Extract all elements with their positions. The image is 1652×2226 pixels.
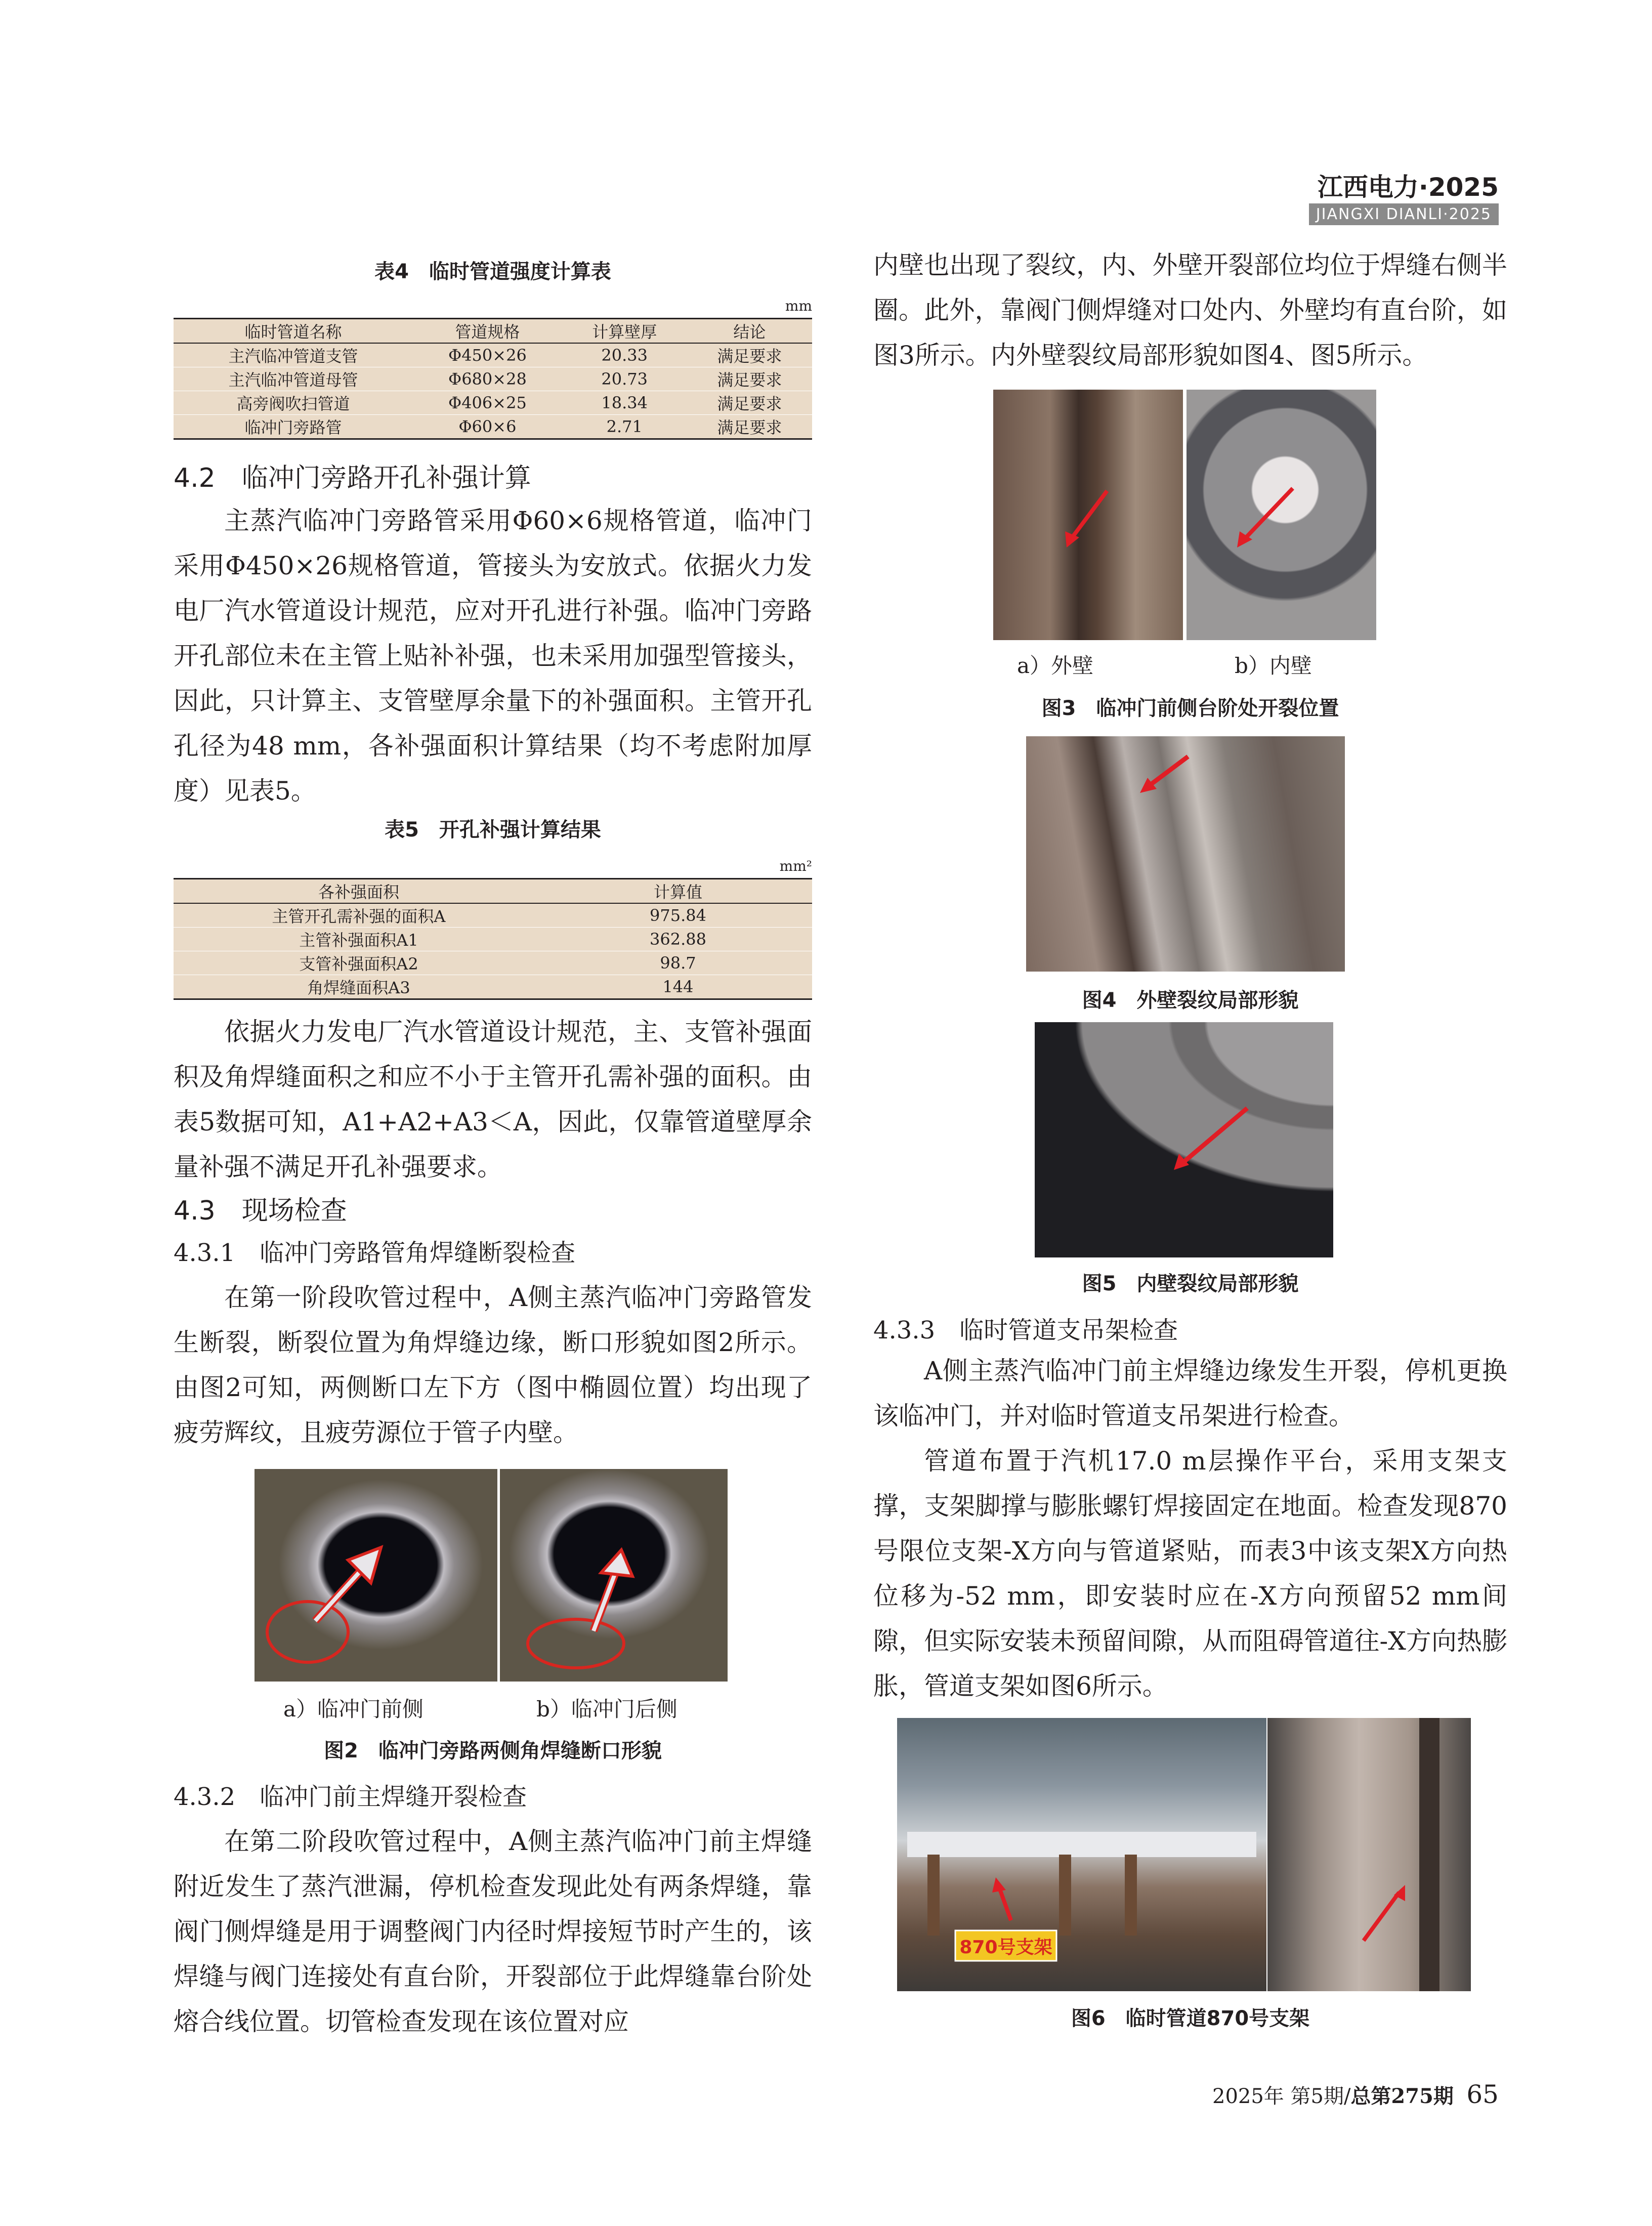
table-cell: 主管开孔需补强的面积A: [174, 903, 544, 928]
paragraph-4-2: 主蒸汽临冲门旁路管采用Φ60×6规格管道，临冲门采用Φ450×26规格管道，管接头为安放式。依据火力发电厂汽水管道设计规范，应对开孔进行补强。临冲门旁路开孔部位未在主管上贴补补强，也未采用加强型管接头，因此，只计算主、支管壁厚余量下的补强面积。主管开孔孔径为48 mm，各补强面积计算结果（均不考虑附加厚度）见表5。: [174, 506, 812, 806]
table-cell: 362.88: [544, 928, 812, 951]
table-row: [174, 391, 812, 415]
section-heading-4-3-2: 4.3.2 临冲门前主焊缝开裂检查: [174, 1783, 527, 1811]
table-row: [174, 975, 812, 999]
fig5-caption: 图5 内壁裂纹局部形貌: [1082, 1272, 1299, 1295]
table-cell: 18.34: [562, 391, 687, 415]
table-row: [174, 903, 812, 928]
table5: [174, 878, 812, 1000]
fig6-support-label: 870号支架: [959, 1937, 1052, 1958]
section-heading-4-3-1: 4.3.1 临冲门旁路管角焊缝断裂检查: [174, 1239, 576, 1267]
table-cell: 主汽临冲管道母管: [174, 367, 413, 391]
fig4-caption: 图4 外壁裂纹局部形貌: [1082, 989, 1299, 1012]
paragraph-4-3-2: 在第二阶段吹管过程中，A侧主蒸汽临冲门前主焊缝附近发生了蒸汽泄漏，停机检查发现此处有两条焊缝，靠阀门侧焊缝是用于调整阀门内径时焊接短节时产生的，该焊缝与阀门连接处有直台阶，开裂部位于此焊缝靠台阶处熔合线位置。切管检查发现在该位置对应: [174, 1827, 812, 2036]
table-cell: 高旁阀吹扫管道: [174, 391, 413, 415]
fig2b-photo: [500, 1469, 728, 1682]
section-heading-4-3: 4.3 现场检查: [174, 1196, 347, 1226]
table4: [174, 318, 812, 440]
table4-caption: 表4 临时管道强度计算表: [374, 260, 611, 283]
table-cell: 主管补强面积A1: [174, 928, 544, 951]
fig3b-photo: [1187, 390, 1376, 640]
fig3b-subcaption: b）内壁: [1235, 653, 1312, 678]
fig6b-photo: [1267, 1718, 1471, 1991]
section-heading-4-2: 4.2 临冲门旁路开孔补强计算: [174, 463, 531, 493]
footer-total-issue: 总第275期: [1350, 2084, 1454, 2108]
table-cell: 满足要求: [687, 367, 812, 391]
fig2b-subcaption: b）临冲门后侧: [536, 1697, 677, 1721]
journal-subtitle: JIANGXI DIANLI·2025: [1309, 203, 1499, 225]
paragraph-4-3-2-continued: 内壁也出现了裂纹，内、外壁开裂部位均位于焊缝右侧半圈。此外，靠阀门侧焊缝对口处内、外壁均有直台阶，如图3所示。内外壁裂纹局部形貌如图4、图5所示。: [873, 250, 1507, 370]
table-header-cell: 管道规格: [413, 319, 562, 344]
table-cell: 临冲门旁路管: [174, 415, 413, 439]
table-header-row: [174, 879, 812, 904]
table-cell: Φ680×28: [413, 367, 562, 391]
table5-unit: mm²: [779, 858, 812, 874]
footer-issue: 2025年 第5期/: [1212, 2085, 1351, 2108]
page-footer: [1212, 2080, 1499, 2109]
table-cell: Φ450×26: [413, 343, 562, 367]
table-cell: 主汽临冲管道支管: [174, 343, 413, 367]
table-cell: 满足要求: [687, 415, 812, 439]
table-cell: 20.73: [562, 367, 687, 391]
page-number: 65: [1466, 2080, 1499, 2109]
table-cell: 角焊缝面积A3: [174, 975, 544, 999]
table-cell: 144: [544, 975, 812, 999]
table-cell: 满足要求: [687, 391, 812, 415]
fig4-photo: [1026, 736, 1345, 972]
table-cell: Φ60×6: [413, 415, 562, 439]
table-cell: 98.7: [544, 951, 812, 975]
table-cell: 支管补强面积A2: [174, 951, 544, 975]
table-header-cell: 计算壁厚: [562, 319, 687, 344]
fig3a-photo: [993, 390, 1183, 640]
paragraph-4-3-3-b: 管道布置于汽机17.0 m层操作平台，采用支架支撑，支架脚撑与膨胀螺钉焊接固定在地面。检查发现870号限位支架-X方向与管道紧贴，而表3中该支架X方向热位移为-52 mm，即安装时应在-X方向预留52 mm间隙，但实际安装未预留间隙，从而阻碍管道往-X方向热膨胀，管道支架如图6所示。: [873, 1446, 1507, 1701]
table-row: [174, 367, 812, 391]
table-header-cell: 临时管道名称: [174, 319, 413, 344]
fig5-photo: [1035, 1022, 1333, 1257]
fig3a-subcaption: a）外壁: [1017, 653, 1094, 678]
fig2-caption: 图2 临冲门旁路两侧角焊缝断口形貌: [324, 1739, 662, 1762]
table4-unit: mm: [785, 298, 812, 314]
table-cell: 20.33: [562, 343, 687, 367]
fig2a-photo: [255, 1469, 497, 1682]
table-row: [174, 951, 812, 975]
table5-caption: 表5 开孔补强计算结果: [385, 818, 601, 842]
paragraph-4-3-1: 在第一阶段吹管过程中，A侧主蒸汽临冲门旁路管发生断裂，断裂位置为角焊缝边缘，断口形貌如图2所示。由图2可知，两侧断口左下方（图中椭圆位置）均出现了疲劳辉纹，且疲劳源位于管子内壁。: [174, 1283, 812, 1447]
table-cell: 975.84: [544, 903, 812, 928]
fig6-caption: 图6 临时管道870号支架: [1071, 2007, 1310, 2030]
section-heading-4-3-3: 4.3.3 临时管道支吊架检查: [873, 1316, 1178, 1345]
paragraph-4-3-3-a: A侧主蒸汽临冲门前主焊缝边缘发生开裂，停机更换该临冲门，并对临时管道支吊架进行检查。: [873, 1356, 1507, 1431]
table-cell: Φ406×25: [413, 391, 562, 415]
table-cell: 2.71: [562, 415, 687, 439]
paragraph-after-table5: 依据火力发电厂汽水管道设计规范，主、支管补强面积及角焊缝面积之和应不小于主管开孔需补强的面积。由表5数据可知，A1+A2+A3＜A，因此，仅靠管道壁厚余量补强不满足开孔补强要求。: [174, 1017, 812, 1182]
table-header-cell: 各补强面积: [174, 879, 544, 904]
fig6a-photo: [897, 1718, 1266, 1991]
table-cell: 满足要求: [687, 343, 812, 367]
table-row: [174, 343, 812, 367]
table-header-cell: 结论: [687, 319, 812, 344]
fig2a-subcaption: a）临冲门前侧: [283, 1697, 424, 1721]
fig3-caption: 图3 临冲门前侧台阶处开裂位置: [1041, 697, 1339, 720]
table-row: [174, 928, 812, 951]
table-header-row: [174, 319, 812, 344]
table-row: [174, 415, 812, 439]
table-header-cell: 计算值: [544, 879, 812, 904]
journal-title: 江西电力·2025: [1317, 173, 1499, 202]
